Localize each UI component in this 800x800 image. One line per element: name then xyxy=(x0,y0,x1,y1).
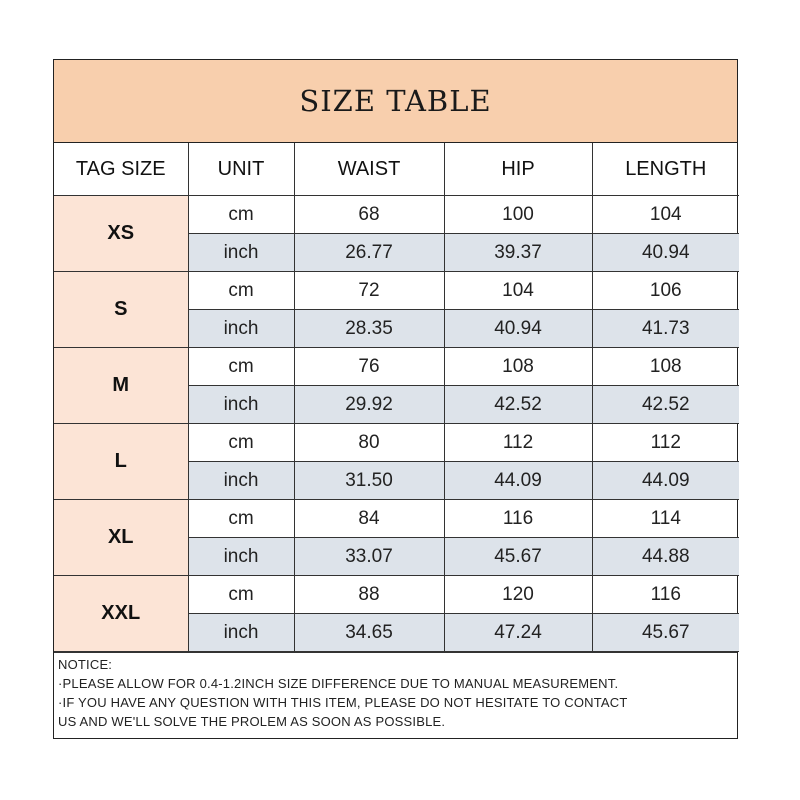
length-cell: 112 xyxy=(592,424,739,462)
length-cell: 41.73 xyxy=(592,310,739,348)
table-row xyxy=(54,424,739,462)
hip-cell: 42.52 xyxy=(444,386,592,424)
hip-cell: 40.94 xyxy=(444,310,592,348)
unit-cell: cm xyxy=(188,348,294,386)
hip-cell: 120 xyxy=(444,576,592,614)
notice-line: US AND WE'LL SOLVE THE PROLEM AS SOON AS POSSIBLE. xyxy=(58,714,446,729)
header-unit: UNIT xyxy=(188,143,294,196)
size-table-title: SIZE TABLE xyxy=(54,60,737,143)
tag-size-cell: XS xyxy=(54,196,188,272)
notice-heading: NOTICE: xyxy=(58,657,113,672)
waist-cell: 29.92 xyxy=(294,386,444,424)
tag-size-cell: XXL xyxy=(54,576,188,652)
tag-size-cell: XL xyxy=(54,500,188,576)
unit-cell: cm xyxy=(188,272,294,310)
header-length: LENGTH xyxy=(592,143,739,196)
table-row xyxy=(54,272,739,310)
hip-cell: 47.24 xyxy=(444,614,592,652)
unit-cell: cm xyxy=(188,576,294,614)
length-cell: 44.88 xyxy=(592,538,739,576)
hip-cell: 44.09 xyxy=(444,462,592,500)
waist-cell: 88 xyxy=(294,576,444,614)
tag-size-cell: M xyxy=(54,348,188,424)
header-row xyxy=(54,143,739,196)
waist-cell: 26.77 xyxy=(294,234,444,272)
hip-cell: 112 xyxy=(444,424,592,462)
waist-cell: 31.50 xyxy=(294,462,444,500)
table-row xyxy=(54,500,739,538)
length-cell: 104 xyxy=(592,196,739,234)
unit-cell: inch xyxy=(188,234,294,272)
tag-size-cell: S xyxy=(54,272,188,348)
notice-block xyxy=(54,652,737,733)
unit-cell: inch xyxy=(188,614,294,652)
length-cell: 114 xyxy=(592,500,739,538)
hip-cell: 100 xyxy=(444,196,592,234)
hip-cell: 104 xyxy=(444,272,592,310)
waist-cell: 76 xyxy=(294,348,444,386)
waist-cell: 34.65 xyxy=(294,614,444,652)
waist-cell: 28.35 xyxy=(294,310,444,348)
waist-cell: 72 xyxy=(294,272,444,310)
unit-cell: inch xyxy=(188,538,294,576)
length-cell: 42.52 xyxy=(592,386,739,424)
hip-cell: 108 xyxy=(444,348,592,386)
hip-cell: 116 xyxy=(444,500,592,538)
header-waist: WAIST xyxy=(294,143,444,196)
table-row xyxy=(54,196,739,234)
table-row xyxy=(54,576,739,614)
hip-cell: 45.67 xyxy=(444,538,592,576)
length-cell: 108 xyxy=(592,348,739,386)
size-table xyxy=(54,143,739,652)
length-cell: 45.67 xyxy=(592,614,739,652)
header-hip: HIP xyxy=(444,143,592,196)
length-cell: 40.94 xyxy=(592,234,739,272)
notice-line: ·IF YOU HAVE ANY QUESTION WITH THIS ITEM, PLEASE DO NOT HESITATE TO CONTACT xyxy=(58,695,628,710)
length-cell: 44.09 xyxy=(592,462,739,500)
unit-cell: inch xyxy=(188,310,294,348)
length-cell: 116 xyxy=(592,576,739,614)
tag-size-cell: L xyxy=(54,424,188,500)
unit-cell: inch xyxy=(188,386,294,424)
table-row xyxy=(54,348,739,386)
header-tag-size: TAG SIZE xyxy=(54,143,188,196)
waist-cell: 80 xyxy=(294,424,444,462)
unit-cell: cm xyxy=(188,424,294,462)
size-table-body xyxy=(54,196,739,652)
length-cell: 106 xyxy=(592,272,739,310)
unit-cell: inch xyxy=(188,462,294,500)
waist-cell: 68 xyxy=(294,196,444,234)
notice-line: ·PLEASE ALLOW FOR 0.4-1.2INCH SIZE DIFFERENCE DUE TO MANUAL MEASUREMENT. xyxy=(58,676,619,691)
hip-cell: 39.37 xyxy=(444,234,592,272)
unit-cell: cm xyxy=(188,500,294,538)
waist-cell: 33.07 xyxy=(294,538,444,576)
size-table-sheet xyxy=(53,59,738,739)
unit-cell: cm xyxy=(188,196,294,234)
waist-cell: 84 xyxy=(294,500,444,538)
